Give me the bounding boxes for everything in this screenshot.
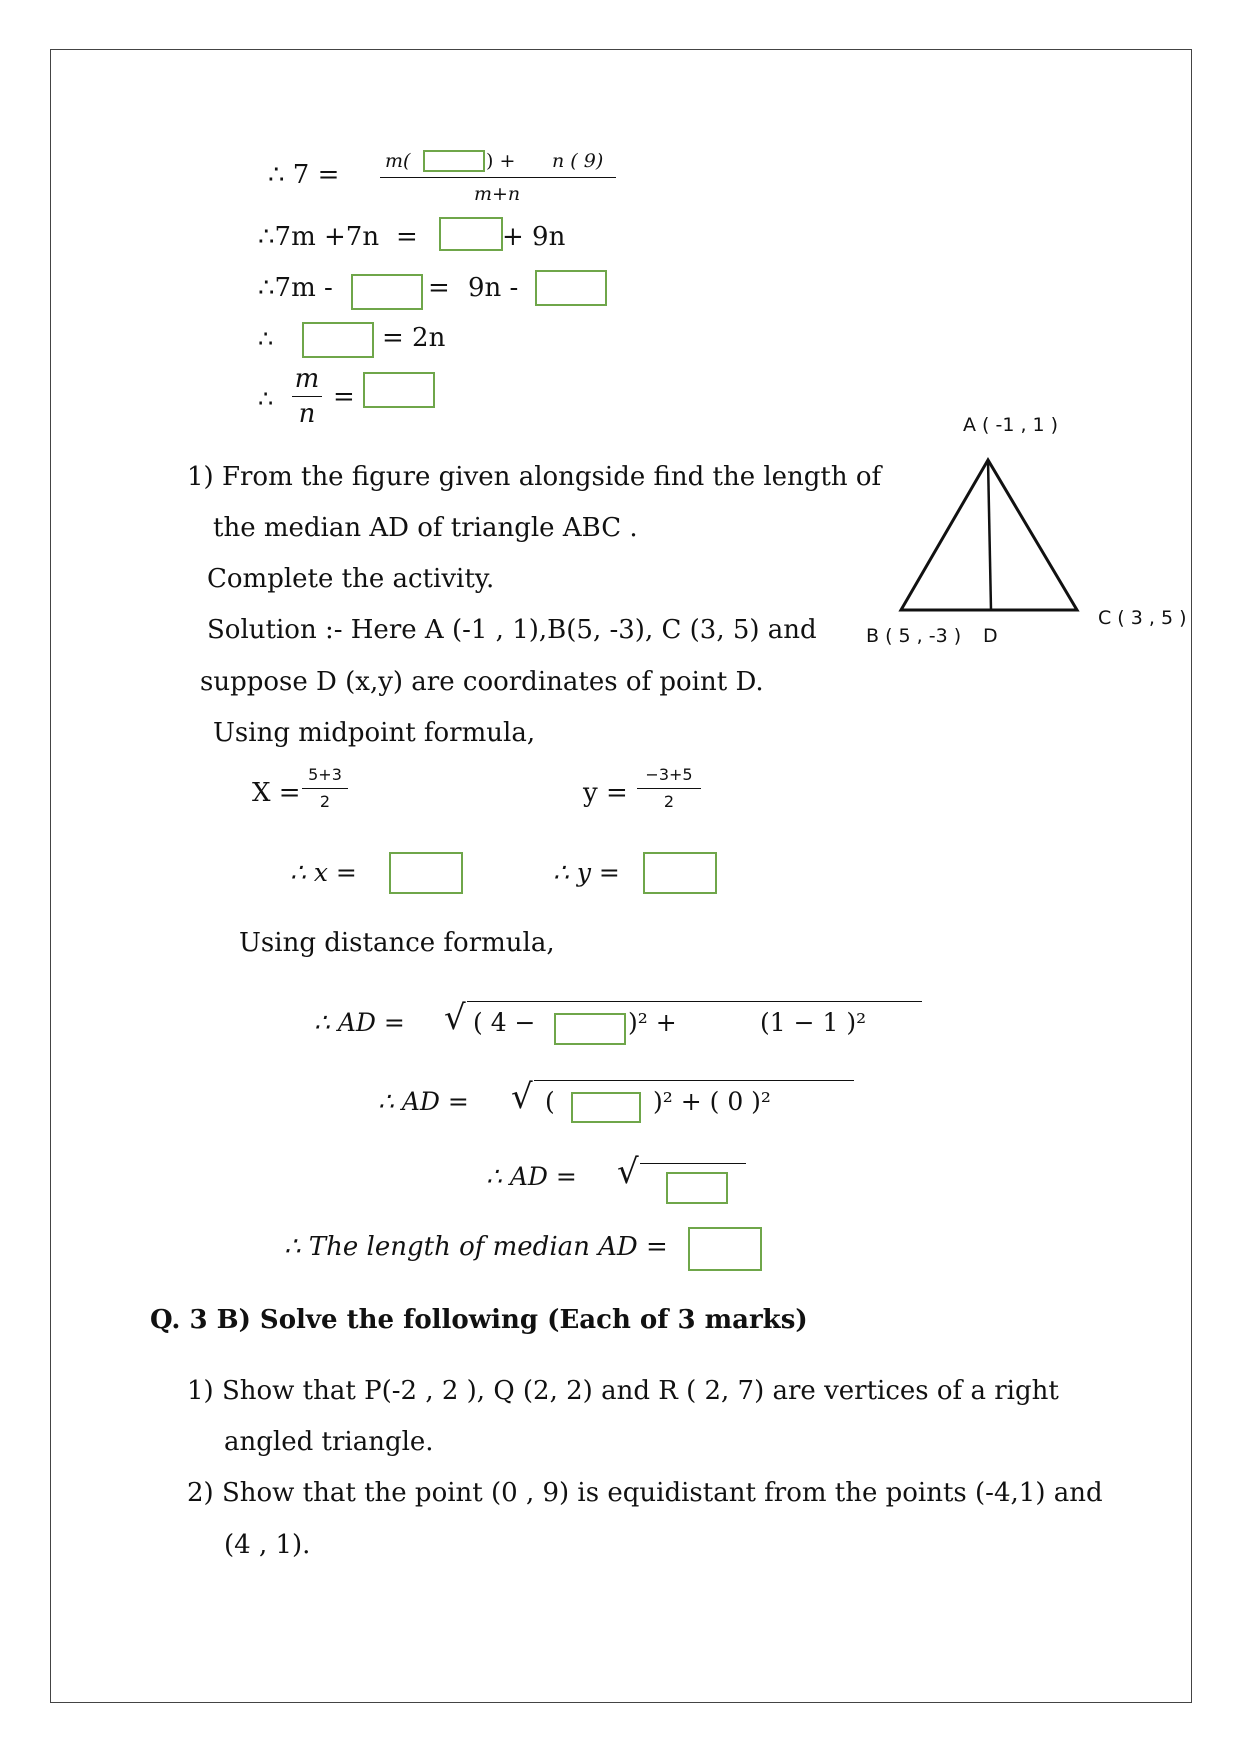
answer-box-step3-left[interactable] — [351, 274, 423, 310]
answer-box-ad2[interactable] — [571, 1092, 641, 1123]
q1-line3: Complete the activity. — [207, 564, 495, 594]
y-lhs: y = — [583, 778, 628, 808]
x-denominator: 2 — [319, 792, 331, 811]
ad1-part-a: ( 4 − — [473, 1008, 536, 1037]
q3b-heading: Q. 3 B) Solve the following (Each of 3 marks) — [150, 1305, 808, 1335]
q1-solution-line: Solution :- Here A (-1 , 1),B(5, -3), C (3, 5) and — [207, 615, 817, 645]
vertex-label-b: B ( 5 , -3 ) — [866, 625, 962, 647]
ad2-radical-icon: √ — [511, 1077, 533, 1117]
answer-box-y[interactable] — [643, 852, 717, 894]
x-fraction-bar — [302, 788, 348, 789]
ad3-radical-icon: √ — [617, 1152, 639, 1192]
step5-numerator: m — [294, 364, 320, 394]
step2-lhs: ∴7m +7n — [258, 222, 380, 252]
median-ad — [988, 460, 991, 610]
y-fraction-bar — [637, 788, 701, 789]
step1-numerator-n: n ( 9) — [552, 150, 604, 172]
step2-rhs: + 9n — [502, 222, 566, 252]
distance-intro: Using distance formula, — [239, 928, 555, 958]
x-lhs: X = — [252, 778, 301, 808]
step5-fraction — [292, 364, 322, 429]
answer-box-final[interactable] — [688, 1227, 762, 1271]
step4-therefore: ∴ — [258, 325, 274, 353]
step5-equals: = — [333, 382, 355, 412]
step1-prefix: ∴ 7 = — [268, 160, 340, 190]
ad2-part-a: ( — [545, 1087, 555, 1116]
step1-denominator: m+n — [474, 183, 521, 205]
ad3-vinculum — [640, 1163, 746, 1164]
step3-rhs: 9n - — [468, 273, 519, 303]
answer-box-ad1[interactable] — [554, 1013, 626, 1045]
q3b-item1-line1: 1) Show that P(-2 , 2 ), Q (2, 2) and R ( 2, 7) are vertices of a right — [187, 1376, 1059, 1406]
vertex-label-c: C ( 3 , 5 ) — [1098, 607, 1187, 629]
step3-equals: = — [428, 273, 450, 303]
q3b-item1-line2: angled triangle. — [224, 1427, 434, 1457]
q1-midpoint-intro: Using midpoint formula, — [213, 718, 536, 748]
ad1-lhs: ∴ AD = — [314, 1008, 405, 1037]
answer-box-ad3[interactable] — [666, 1172, 728, 1204]
step5-therefore: ∴ — [258, 385, 274, 413]
step2-equals: = — [396, 222, 418, 252]
page-border — [50, 49, 1192, 1703]
step1-numerator-m: m( — [385, 150, 411, 172]
answer-box-x[interactable] — [389, 852, 463, 894]
x-numerator: 5+3 — [308, 765, 342, 784]
ad2-lhs: ∴ AD = — [378, 1087, 469, 1116]
x-result-lhs: ∴ x = — [290, 858, 357, 887]
answer-box-step3-right[interactable] — [535, 270, 607, 306]
ad2-part-b: )² + ( 0 )² — [653, 1087, 771, 1116]
answer-box-step5[interactable] — [363, 372, 435, 408]
ad1-vinculum — [467, 1001, 922, 1002]
x-fraction — [302, 764, 348, 813]
y-result-lhs: ∴ y = — [553, 858, 620, 887]
step5-denominator: n — [298, 399, 316, 429]
q3b-item2-line2: (4 , 1). — [224, 1530, 311, 1560]
q1-suppose-line: suppose D (x,y) are coordinates of point D. — [200, 667, 764, 697]
step5-fraction-bar — [292, 396, 322, 397]
ad1-part-b: )² + — [628, 1008, 677, 1037]
q1-line2: the median AD of triangle ABC . — [213, 513, 638, 543]
final-length-line: ∴ The length of median AD = — [284, 1232, 668, 1262]
q1-line1: 1) From the figure given alongside find the length of — [187, 462, 882, 492]
ad1-radical-icon: √ — [444, 998, 466, 1038]
answer-box-step1[interactable] — [423, 150, 485, 172]
point-label-d: D — [983, 625, 998, 647]
step1-numerator-plus: ) + — [486, 150, 516, 172]
ad1-part-c: (1 − 1 )² — [760, 1008, 867, 1037]
ad3-lhs: ∴ AD = — [486, 1162, 577, 1191]
q3b-item2-line1: 2) Show that the point (0 , 9) is equidistant from the points (-4,1) and — [187, 1478, 1103, 1508]
step4-rhs: = 2n — [382, 323, 446, 353]
step1-fraction-bar — [380, 177, 616, 178]
vertex-label-a: A ( -1 , 1 ) — [963, 414, 1059, 436]
y-fraction — [637, 764, 701, 813]
ad2-vinculum — [534, 1080, 854, 1081]
triangle-figure — [880, 450, 1080, 620]
answer-box-step2[interactable] — [439, 217, 503, 251]
y-numerator: −3+5 — [645, 765, 693, 784]
y-denominator: 2 — [663, 792, 675, 811]
answer-box-step4[interactable] — [302, 322, 374, 358]
step3-lhs: ∴7m - — [258, 273, 333, 303]
